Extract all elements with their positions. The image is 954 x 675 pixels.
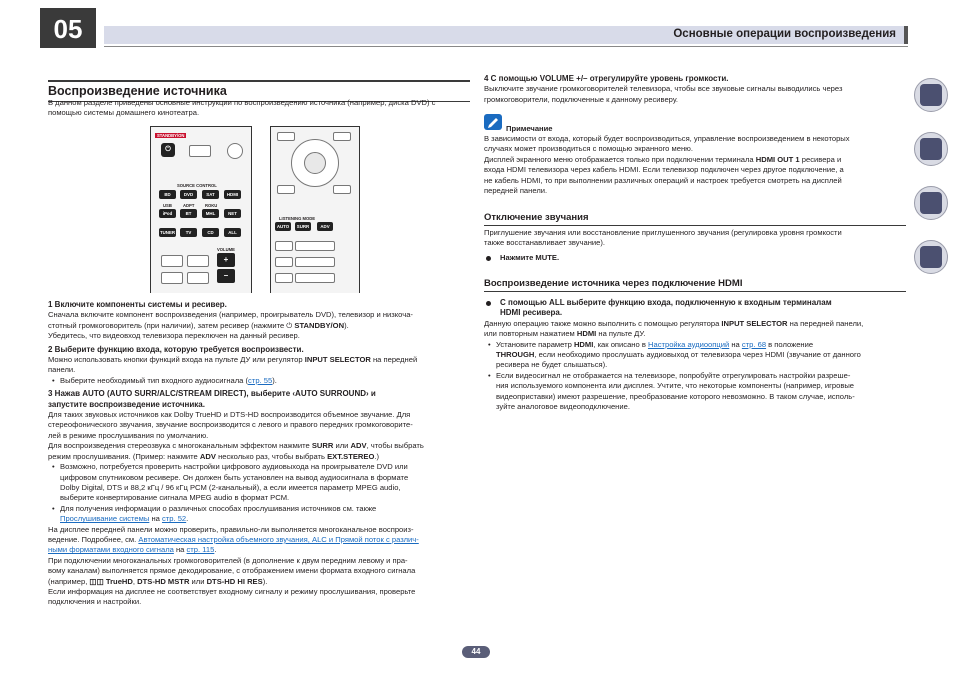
step-1-title: 1 Включите компоненты системы и ресивер. bbox=[48, 300, 227, 309]
remote-button-blank bbox=[333, 185, 351, 194]
page-number: 44 bbox=[462, 646, 490, 658]
tuner-button: TUNER bbox=[159, 230, 176, 235]
volume-label: VOLUME bbox=[217, 247, 235, 252]
note-text: В зависимости от входа, который будет воспроизводиться, управление воспроизведением в некоторых случаях может производиться с помощью экранного меню. Дисплей экранного меню отображается только при подключении терминала HDMI OUT 1 ресивера и входа HDMI телевизора через кабель HDMI. Если телевизор подключен через другое подключение, а не кабель HDMI, то при выполнении различных операций и настроек требуется смотреть на дисплей передней панели. bbox=[484, 134, 850, 196]
all-button: ALL bbox=[224, 228, 241, 237]
step-3-bullet: • Возможно, потребуется проверить настройки цифрового аудиовыхода на проигрывателе DVD или цифровом спутниковом ресивере. Он должен быть установлен на вывод аудиосигнала в формате Dolby Digital, DTS и 88,2 кГц / 96 кГц PCM (2-канальный), а если имеется параметр MPEG audio, выберите конвертирование сигнала MPEG audio в формат PCM. bbox=[48, 462, 470, 504]
roku-label: ROKU bbox=[205, 203, 218, 208]
volume-up-button: + bbox=[217, 253, 235, 267]
remote-right-panel bbox=[270, 126, 360, 293]
hdmi-text: С помощью ALL выберите функцию входа, подключенную к входным терминалам HDMI ресивера. Данную операцию также можно выполнить с помощью регулятора INPUT SELECTOR на передней панели, или повторным нажатием HDMI на пульте ДУ. • Установите параметр HDMI, как описано в Настройка аудиоопций на стр. 68 в положение THROUGH, если необходимо прослушать аудиовыход от телевизора через HDMI (звучание от данного ресивера не будет слышаться). • Если видеосигнал не отображается на телевизоре, попробуйте отрегулировать настройки разреше- ния используемого компонента или дисплея. Учтите, что некоторые компоненты (например, игровые видеоприставки) имеют разрешение, преобразование которого невозможно. В таком случае, исполь- зуйте аналоговое видеоподключение. bbox=[484, 298, 906, 412]
adpt-label: ADPT bbox=[183, 203, 195, 208]
step-2-bullet: • Выберите необходимый тип входного аудиосигнала (стр. 55). bbox=[48, 376, 470, 386]
page-link[interactable]: стр. 52 bbox=[161, 514, 187, 524]
cd-button: CD bbox=[202, 228, 219, 237]
remote-button-blank bbox=[295, 241, 335, 251]
remote-button-blank bbox=[295, 257, 335, 267]
help-icon[interactable] bbox=[914, 186, 948, 220]
remote-button-blank bbox=[275, 241, 293, 251]
volume-down-button: – bbox=[217, 269, 235, 283]
mhl-button: MHL bbox=[202, 209, 219, 218]
step-1-text: Сначала включите компонент воспроизведения (например, проигрыватель DVD), телевизор и низкоча- bbox=[48, 310, 413, 320]
remote-left-panel bbox=[150, 126, 252, 293]
index-icon[interactable] bbox=[914, 240, 948, 274]
source-control-label: SOURCE CONTROL bbox=[177, 183, 217, 188]
step-3-text: ными форматами входного сигнала на стр. 115. bbox=[48, 545, 217, 555]
bt-button: BT bbox=[180, 209, 197, 218]
standby-label: STANDBY/ON bbox=[157, 133, 185, 138]
enter-button bbox=[304, 152, 326, 174]
surr-button: SURR bbox=[296, 224, 310, 229]
remote-settings-icon[interactable] bbox=[914, 132, 948, 166]
usb-label: USB bbox=[163, 203, 172, 208]
step-3-text: ведение. Подробнее, см. Автоматическая настройка объемного звучания, ALC и Прямой поток с различ- bbox=[48, 534, 419, 544]
chapter-number: 05 bbox=[40, 8, 96, 48]
note-icon bbox=[484, 114, 502, 130]
note-label: Примечание bbox=[506, 124, 553, 133]
step-3-text: (например, ◫◫ TrueHD, DTS-HD MSTR или DTS-HD HI RES). bbox=[48, 576, 268, 586]
step-4-title: 4 С помощью VOLUME +/– отрегулируйте уровень громкости. bbox=[484, 74, 729, 83]
page-link[interactable]: стр. 115 bbox=[186, 545, 215, 555]
remote-button-blank bbox=[161, 255, 183, 267]
step-3-text: стереофонического звучания, звучание воспроизводится с левого и правого передних громкоговорите- bbox=[48, 420, 413, 430]
step-4-block bbox=[484, 74, 906, 105]
header-title: Основные операции воспроизведения bbox=[673, 28, 896, 40]
step-4-text: громкоговорители, подключенные к данному ресиверу. bbox=[484, 94, 678, 104]
left-steps bbox=[48, 300, 470, 608]
step-3-text: вому каналам) выполняется прямое декодирование, с отображением имени формата входного сигнала bbox=[48, 566, 416, 576]
step-3-text: Для таких звуковых источников как Dolby TrueHD и DTS-HD воспроизводится объемное звучание. Для bbox=[48, 410, 411, 420]
step-3-title: 3 Нажав AUTO (AUTO SURR/ALC/STREAM DIRECT), выберите ‹AUTO SURROUND› и bbox=[48, 389, 376, 399]
bd-button: BD bbox=[159, 190, 176, 199]
step-3-title: запустите воспроизведение источника. bbox=[48, 399, 205, 409]
remote-illustration bbox=[150, 126, 362, 292]
remote-button-blank bbox=[277, 185, 295, 194]
remote-button-blank bbox=[189, 145, 211, 157]
step-1-text: Убедитесь, что видеовход телевизора переключен на данный ресивер. bbox=[48, 331, 300, 341]
adv-button: ADV bbox=[317, 222, 333, 231]
remote-button-blank bbox=[161, 272, 183, 284]
mute-text: Приглушение звучания или восстановление приглушенного звучания (регулировка уровня громкости также восстанавливает звучание). Нажмите MUTE. bbox=[484, 228, 906, 263]
receiver-button bbox=[227, 143, 243, 159]
step-3-text: лей в режиме прослушивания по умолчанию. bbox=[48, 430, 209, 440]
page-link[interactable]: стр. 55 bbox=[248, 375, 273, 385]
intro-text: В данном разделе приведены основные инструкции по воспроизведению источника (например, диска DVD) с помощью системы домашнего кинотеатра. bbox=[48, 98, 436, 118]
remote-button-blank bbox=[187, 255, 209, 267]
header-bar bbox=[104, 26, 908, 44]
power-button: ⏻ bbox=[161, 143, 175, 157]
page-link[interactable]: стр. 68 bbox=[741, 339, 767, 349]
step-3-text: При подключении многоканальных громкоговорителей (в дополнение к двум передним левому и пра- bbox=[48, 555, 408, 565]
step-2-text: Можно использовать кнопки функций входа на пульте ДУ или регулятор INPUT SELECTOR на передней bbox=[48, 355, 418, 365]
step-3-text: Если информация на дисплее не соответствует входному сигналу и режиму прослушивания, проверьте bbox=[48, 586, 416, 596]
mute-heading: Отключение звучания bbox=[484, 212, 906, 226]
remote-button-blank bbox=[275, 273, 293, 283]
hdmi-heading: Воспроизведение источника через подключение HDMI bbox=[484, 278, 906, 292]
remote-button-blank bbox=[295, 273, 335, 283]
link[interactable]: Прослушивание системы bbox=[60, 514, 150, 524]
ipod-button: iPod bbox=[159, 209, 176, 218]
remote-button-blank bbox=[275, 257, 293, 267]
remote-button-blank bbox=[277, 132, 295, 141]
remote-button-blank bbox=[187, 272, 209, 284]
step-4-text: Выключите звучание громкоговорителей телевизора, чтобы все звуковые сигналы выводились через bbox=[484, 84, 843, 94]
link[interactable]: ными форматами входного сигнала bbox=[48, 545, 174, 555]
net-button: NET bbox=[224, 209, 241, 218]
sat-button: SAT bbox=[202, 190, 219, 199]
step-2-text: панели. bbox=[48, 365, 76, 375]
hdmi-button: HDMI bbox=[224, 190, 241, 199]
step-3-text: режим прослушивания. (Пример: нажмите ADV несколько раз, чтобы выбрать EXT.STEREO.) bbox=[48, 451, 379, 461]
book-icon[interactable] bbox=[914, 78, 948, 112]
tv-button: TV bbox=[180, 228, 197, 237]
listening-mode-label: LISTENING MODE bbox=[279, 216, 316, 221]
auto-button: AUTO bbox=[276, 224, 290, 229]
step-2-title: 2 Выберите функцию входа, которую требуется воспроизвести. bbox=[48, 344, 304, 354]
link[interactable]: Автоматическая настройка объемного звучания, ALC и Прямой поток с различ- bbox=[138, 534, 419, 544]
step-3-bullet: • Для получения информации о различных способах прослушивания источников см. также Прослушивание системы на стр. 52. bbox=[48, 504, 470, 525]
link[interactable]: Настройка аудиоопций bbox=[647, 339, 730, 349]
step-3-text: Для воспроизведения стереозвука с многоканальным эффектом нажмите SURR или ADV, чтобы выбрать bbox=[48, 441, 424, 451]
step-1-text: стотный громкоговоритель (при наличии), затем ресивер (нажмите ⏻ STANDBY/ON). bbox=[48, 320, 349, 330]
step-3-text: подключения и настройки. bbox=[48, 597, 142, 607]
section-heading: Воспроизведение источника bbox=[48, 80, 470, 102]
remote-button-blank bbox=[333, 132, 351, 141]
dvd-button: DVD bbox=[180, 190, 197, 199]
header-rule bbox=[104, 46, 908, 47]
step-3-text: На дисплее передней панели можно проверить, правильно-ли выполняется многоканальное воспроиз- bbox=[48, 524, 414, 534]
